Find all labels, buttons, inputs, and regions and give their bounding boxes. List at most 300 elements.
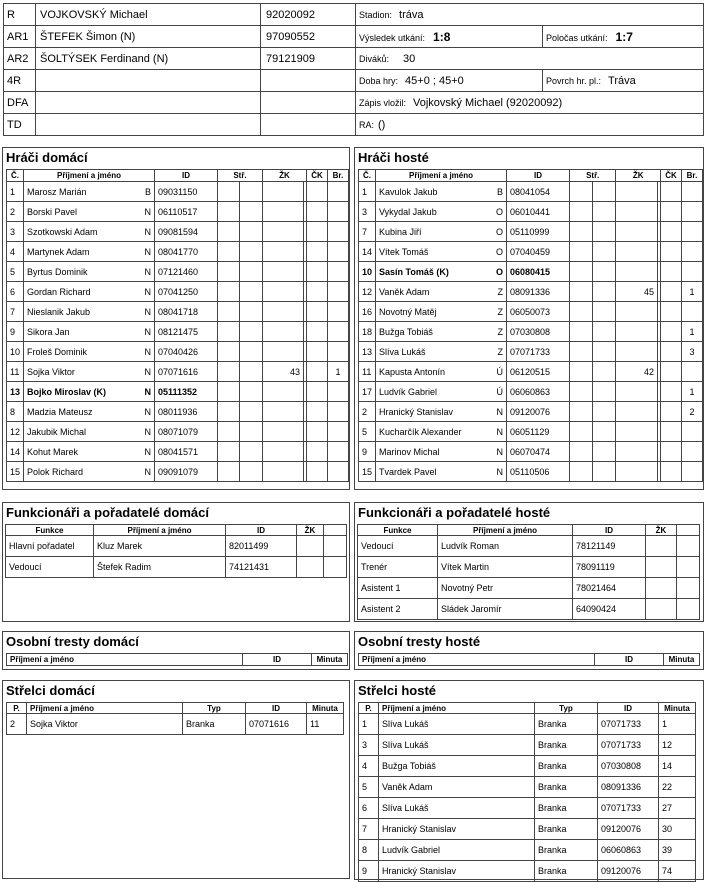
scorer-name: Slíva Lukáš [379,735,535,756]
surface-value: Tráva [608,74,636,87]
goals-count [328,202,349,222]
scorer-type: Branka [535,840,598,861]
scorer-id: 07071733 [598,735,659,756]
shooter-cell [570,442,593,462]
player-name: Vítek Tomáš [379,246,429,257]
yellow-card-minute [616,382,658,402]
shooter-cell [593,302,616,322]
col-name: Příjmení a jméno [27,703,183,714]
yellow-card-minute: 43 [262,362,303,382]
player-number: 5 [7,262,24,282]
col-period: P. [7,703,27,714]
yellow-card-minute [262,382,303,402]
player-number: 10 [7,342,24,362]
player-id: 09120076 [507,402,570,422]
home-penalties-section [2,631,350,670]
official-function: Trenér [358,557,438,578]
away-players-title: Hráči hosté [358,150,429,165]
player-number: 11 [7,362,24,382]
yellow-card-minute [262,282,303,302]
official-name [36,114,261,136]
scorer-type: Branka [535,756,598,777]
goals-count [328,262,349,282]
shooter-cell [218,462,240,482]
yellow-card-minute [616,342,658,362]
official-name: ŠOLTÝSEK Ferdinand (N) [36,48,261,70]
scorer-period: 8 [359,840,379,861]
goals-count [328,282,349,302]
player-name: Jakubik Michal [27,426,87,437]
shooter-cell [570,402,593,422]
player-row [359,382,703,402]
red-card-cell [307,282,328,302]
shooter-cell [240,362,262,382]
scorer-id: 07071733 [598,798,659,819]
shooter-cell [570,322,593,342]
shooter-cell [240,262,262,282]
player-position: N [144,346,151,357]
player-row [7,442,349,462]
header-row-4r [4,70,704,92]
red-card-cell [307,442,328,462]
player-row [7,202,349,222]
scorer-row [359,819,696,840]
shooter-cell [240,282,262,302]
player-name-cell [24,222,155,242]
player-name: Froleš Dominik [27,346,88,357]
scorer-type: Branka [535,735,598,756]
player-row [7,402,349,422]
player-id: 06051129 [507,422,570,442]
player-number: 14 [7,442,24,462]
official-row [358,536,700,557]
shooter-cell [240,182,262,202]
col-id: ID [595,654,664,666]
player-name-cell [24,442,155,462]
home-scorers-section [2,680,350,879]
official-function: Asistent 1 [358,578,438,599]
official-extra [324,536,347,557]
red-card-cell [661,262,682,282]
player-name: Martynek Adam [27,246,90,257]
col-name: Příjmení a jméno [379,703,535,714]
official-row [6,557,347,578]
player-id: 08041054 [507,182,570,202]
player-id: 05110999 [507,222,570,242]
shooter-cell [218,242,240,262]
col-name: Příjmení a jméno [24,170,155,182]
player-name-cell [24,342,155,362]
col-id: ID [226,525,297,536]
goals-count [682,182,703,202]
scorer-period: 4 [359,756,379,777]
player-number: 12 [7,422,24,442]
shooter-cell [593,342,616,362]
player-id: 06080415 [507,262,570,282]
goals-count: 1 [682,322,703,342]
scorer-minute: 30 [659,819,696,840]
red-card-cell [307,322,328,342]
official-yellow-card [297,557,324,578]
player-name-cell [376,182,507,202]
shooter-cell [240,442,262,462]
spectators-value: 30 [403,52,416,65]
scorer-id: 07071616 [246,714,307,735]
shooter-cell [593,322,616,342]
scorer-type: Branka [535,714,598,735]
scorer-period: 1 [359,714,379,735]
player-name-cell [376,402,507,422]
player-row [7,222,349,242]
player-number: 12 [359,282,376,302]
halftime-value: 1:7 [615,29,633,44]
player-position: N [496,446,503,457]
player-position: N [144,426,151,437]
scorer-type: Branka [535,798,598,819]
header-row-referee [4,4,704,26]
shooter-cell [240,302,262,322]
player-name-cell [376,362,507,382]
player-id: 07041250 [155,282,218,302]
official-name: Kluz Marek [94,536,226,557]
official-id: 74121431 [226,557,297,578]
player-name: Polok Richard [27,466,84,477]
player-name-cell [24,362,155,382]
official-id: 78121149 [573,536,646,557]
official-id [261,70,356,92]
ra-cell [356,114,704,136]
official-yellow-card [646,536,677,557]
shooter-cell [218,322,240,342]
halftime-label: Poločas utkání: [546,32,608,43]
red-card-cell [661,442,682,462]
col-yellow-card: ŽK [646,525,677,536]
official-name: VOJKOVSKÝ Michael [36,4,261,26]
goals-count [682,262,703,282]
player-name: Byrtus Dominik [27,266,88,277]
player-id: 06060863 [507,382,570,402]
player-row [7,282,349,302]
scorer-minute: 14 [659,756,696,777]
official-extra [324,557,347,578]
shooter-cell [570,182,593,202]
role-label: DFA [4,92,36,114]
shooter-cell [218,422,240,442]
col-minute: Minuta [664,654,700,666]
red-card-cell [307,242,328,262]
player-name-cell [376,442,507,462]
player-row [7,362,349,382]
official-name: Vítek Martin [438,557,573,578]
player-id: 05111352 [155,382,218,402]
yellow-card-minute [616,202,658,222]
player-name-cell [376,242,507,262]
goals-count: 1 [328,362,349,382]
red-card-cell [661,362,682,382]
col-extra [324,525,347,536]
home-officials-table [5,524,347,578]
game-time-label: Doba hry: [359,75,399,86]
official-row [6,536,347,557]
official-id: 92020092 [261,4,356,26]
home-players-body [7,182,349,482]
surface-label: Povrch hr. pl.: [546,75,602,86]
player-row [7,342,349,362]
player-row [359,242,703,262]
shooter-cell [593,402,616,422]
scorer-minute: 12 [659,735,696,756]
shooter-cell [570,362,593,382]
home-scorers-body [7,714,344,735]
col-type: Typ [535,703,598,714]
red-card-cell [661,222,682,242]
player-name-cell [376,262,507,282]
scorer-id: 09120076 [598,861,659,882]
spectators-label: Diváků: [359,53,390,64]
player-position: O [495,266,503,277]
yellow-card-minute [262,262,303,282]
shooter-cell [570,422,593,442]
home-officials-title: Funkcionáři a pořadatelé domácí [6,505,209,520]
official-yellow-card [646,578,677,599]
player-position: N [144,466,151,477]
player-number: 7 [359,222,376,242]
yellow-card-minute [616,442,658,462]
player-name: Kavulok Jakub [379,186,438,197]
official-extra [677,557,700,578]
player-number: 3 [7,222,24,242]
player-name: Kapusta Antonín [379,366,446,377]
goals-count: 3 [682,342,703,362]
scorer-id: 07030808 [598,756,659,777]
player-name-cell [24,302,155,322]
player-id: 08041770 [155,242,218,262]
goals-count [328,462,349,482]
away-scorers-table [358,702,696,882]
role-label: 4R [4,70,36,92]
official-id: 78091119 [573,557,646,578]
yellow-card-minute: 42 [616,362,658,382]
player-position: N [496,426,503,437]
shooter-cell [570,462,593,482]
player-number: 10 [359,262,376,282]
player-id: 06070474 [507,442,570,462]
player-id: 06050073 [507,302,570,322]
player-position: N [144,226,151,237]
col-red-card: ČK [307,170,328,182]
yellow-card-minute [616,182,658,202]
shooter-cell [593,422,616,442]
scorer-period: 9 [359,861,379,882]
scorer-name: Sojka Viktor [27,714,183,735]
scorer-row [359,840,696,861]
result-label: Výsledek utkání: [359,32,426,43]
player-row [7,382,349,402]
player-row [359,442,703,462]
red-card-cell [661,282,682,302]
player-position: N [144,446,151,457]
scorer-period: 3 [359,735,379,756]
player-number: 15 [7,462,24,482]
stadium-cell [356,4,704,26]
player-name-cell [24,462,155,482]
scorer-minute: 39 [659,840,696,861]
yellow-card-minute [262,242,303,262]
yellow-card-minute: 45 [616,282,658,302]
player-position: B [144,186,151,197]
player-name-cell [24,382,155,402]
role-label: R [4,4,36,26]
player-name: Marosz Marián [27,186,87,197]
col-yellow-card: ŽK [262,170,306,182]
shooter-cell [593,182,616,202]
home-penalties-title: Osobní tresty domácí [6,634,139,649]
player-number: 15 [359,462,376,482]
yellow-card-minute [262,182,303,202]
player-position: Z [497,326,503,337]
shooter-cell [218,222,240,242]
player-id: 08011936 [155,402,218,422]
player-position: N [496,406,503,417]
col-function: Funkce [358,525,438,536]
goals-count: 1 [682,282,703,302]
official-row [358,578,700,599]
player-number: 13 [359,342,376,362]
away-players-body [359,182,703,482]
player-position: Ú [496,386,503,397]
red-card-cell [661,402,682,422]
shooter-cell [593,462,616,482]
scorer-period: 2 [7,714,27,735]
scorer-period: 5 [359,777,379,798]
goals-count [682,462,703,482]
table-header-row [359,170,703,182]
col-number: Č. [7,170,24,182]
yellow-card-minute [262,322,303,342]
goals-count [328,402,349,422]
yellow-card-minute [262,422,303,442]
red-card-cell [661,242,682,262]
player-row [359,202,703,222]
player-row [7,242,349,262]
shooter-cell [570,242,593,262]
col-name: Příjmení a jméno [7,654,243,666]
player-number: 3 [359,202,376,222]
player-position: N [496,466,503,477]
scorer-type: Branka [535,777,598,798]
col-goals: Br. [328,170,349,182]
goals-count [328,222,349,242]
ra-value: () [378,118,386,131]
col-id: ID [243,654,312,666]
goals-count: 1 [682,382,703,402]
away-officials-body [358,536,700,620]
player-position: O [495,246,503,257]
yellow-card-minute [616,462,658,482]
scorer-minute: 27 [659,798,696,819]
red-card-cell [661,302,682,322]
col-id: ID [598,703,659,714]
official-row [358,599,700,620]
player-name: Madzia Mateusz [27,406,93,417]
player-name: Vykydal Jakub [379,206,437,217]
away-officials-section [354,502,704,622]
halftime-cell [543,26,704,48]
player-name-cell [376,422,507,442]
player-id: 06110517 [155,202,218,222]
player-id: 08071079 [155,422,218,442]
player-number: 13 [7,382,24,402]
player-id: 05110506 [507,462,570,482]
player-id: 07071616 [155,362,218,382]
player-id: 07071733 [507,342,570,362]
player-name-cell [24,322,155,342]
official-yellow-card [646,599,677,620]
goals-count [328,422,349,442]
home-officials-body [6,536,347,578]
goals-count: 2 [682,402,703,422]
player-name-cell [24,262,155,282]
official-id: 78021464 [573,578,646,599]
official-name: Ludvík Roman [438,536,573,557]
header-row-td [4,114,704,136]
red-card-cell [661,322,682,342]
shooter-cell [570,262,593,282]
player-name: Vaněk Adam [379,286,430,297]
player-number: 9 [7,322,24,342]
official-name [36,92,261,114]
col-minute: Minuta [312,654,348,666]
player-number: 14 [359,242,376,262]
col-number: Č. [359,170,376,182]
official-name: Novotný Petr [438,578,573,599]
table-header-row [359,703,696,714]
red-card-cell [307,342,328,362]
red-card-cell [661,382,682,402]
col-minute: Minuta [307,703,344,714]
official-id [261,92,356,114]
yellow-card-minute [616,322,658,342]
shooter-cell [218,262,240,282]
col-shooter: Stř. [570,170,616,182]
player-position: N [144,406,151,417]
player-row [359,282,703,302]
player-name: Gordan Richard [27,286,91,297]
red-card-cell [307,362,328,382]
away-scorers-body [359,714,696,882]
shooter-cell [593,242,616,262]
shooter-cell [218,202,240,222]
player-row [359,362,703,382]
home-scorers-table [6,702,344,735]
goals-count [328,242,349,262]
player-name: Kubina Jiří [379,226,422,237]
red-card-cell [661,182,682,202]
col-shooter: Stř. [218,170,263,182]
away-players-table [358,169,703,482]
shooter-cell [570,302,593,322]
official-name: Štefek Radim [94,557,226,578]
col-function: Funkce [6,525,94,536]
player-position: N [144,266,151,277]
table-header-row [7,170,349,182]
player-name: Sasín Tomáš (K) [379,266,449,277]
official-extra [677,578,700,599]
official-function: Vedoucí [358,536,438,557]
yellow-card-minute [616,242,658,262]
col-name: Příjmení a jméno [359,654,595,666]
shooter-cell [240,202,262,222]
